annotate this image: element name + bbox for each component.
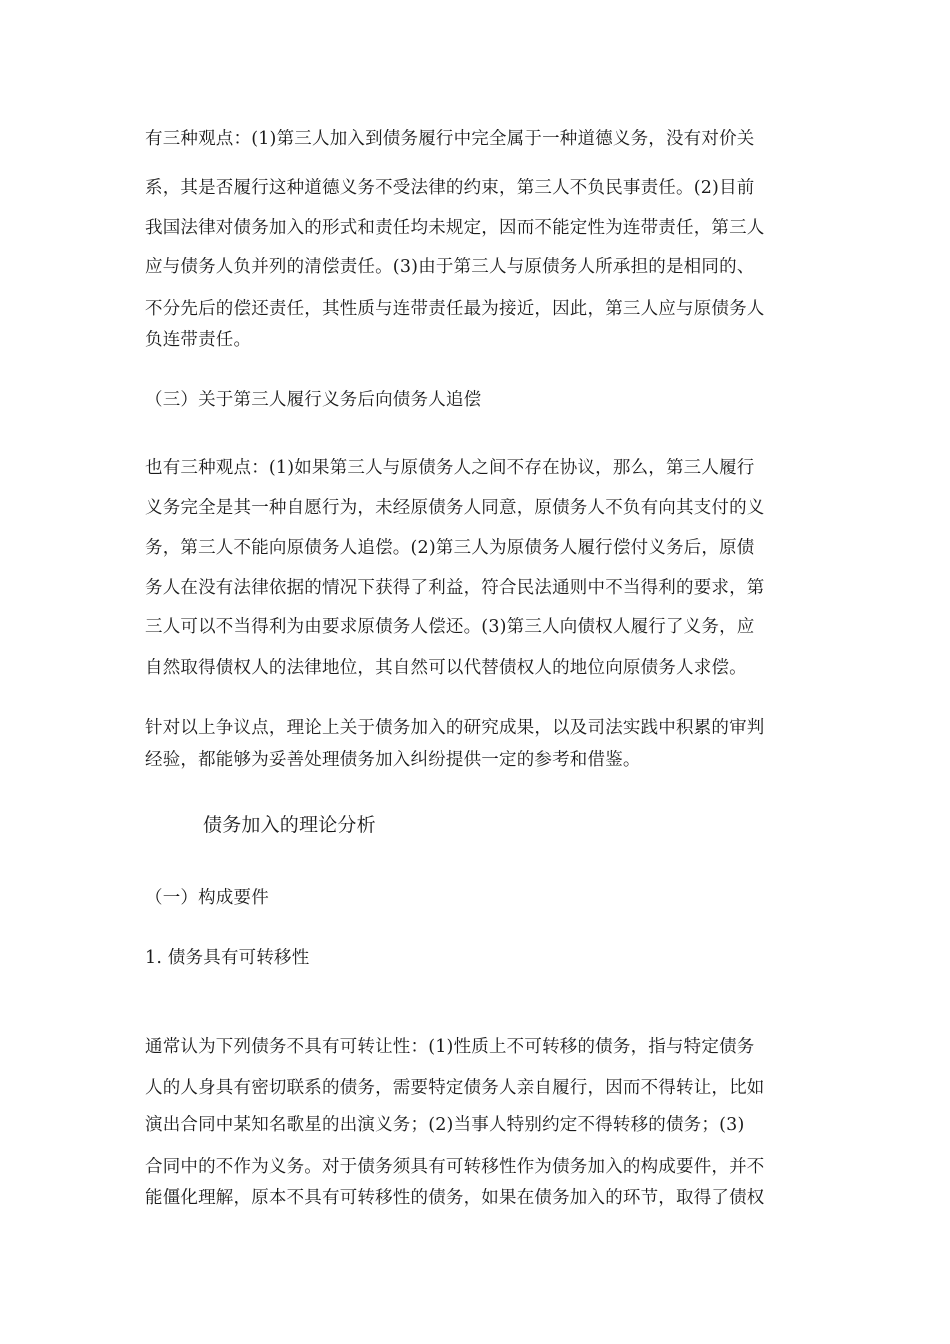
- paragraph-line: 合同中的不作为义务。对于债务须具有可转移性作为债务加入的构成要件，并不: [145, 1157, 765, 1177]
- item-heading: 1. 债务具有可转移性: [145, 948, 310, 968]
- paragraph-line: 演出合同中某知名歌星的出演义务；(2)当事人特别约定不得转移的债务；(3): [145, 1115, 745, 1135]
- paragraph-line: 有三种观点：(1)第三人加入到债务履行中完全属于一种道德义务，没有对价关: [145, 129, 755, 149]
- paragraph-line: 人的人身具有密切联系的债务，需要特定债务人亲自履行，因而不得转让，比如: [145, 1078, 765, 1098]
- paragraph-line: 务人在没有法律依据的情况下获得了利益，符合民法通则中不当得利的要求，第: [145, 578, 765, 598]
- paragraph-line: 自然取得债权人的法律地位，其自然可以代替债权人的地位向原债务人求偿。: [145, 658, 747, 678]
- paragraph-line: 务，第三人不能向原债务人追偿。(2)第三人为原债务人履行偿付义务后，原债: [145, 538, 755, 558]
- paragraph-line: 经验，都能够为妥善处理债务加入纠纷提供一定的参考和借鉴。: [145, 750, 641, 770]
- paragraph-line: 针对以上争议点，理论上关于债务加入的研究成果，以及司法实践中积累的审判: [145, 718, 765, 738]
- paragraph-line: 系，其是否履行这种道德义务不受法律的约束，第三人不负民事责任。(2)目前: [145, 178, 755, 198]
- subsection-heading: （三）关于第三人履行义务后向债务人追偿: [145, 390, 482, 410]
- paragraph-line: 我国法律对债务加入的形式和责任均未规定，因而不能定性为连带责任，第三人: [145, 218, 765, 238]
- paragraph-line: 应与债务人负并列的清偿责任。(3)由于第三人与原债务人所承担的是相同的、: [145, 257, 755, 277]
- subsection-heading: （一）构成要件: [145, 888, 269, 908]
- paragraph-line: 通常认为下列债务不具有可转让性：(1)性质上不可转移的债务，指与特定债务: [145, 1037, 755, 1057]
- paragraph-line: 义务完全是其一种自愿行为，未经原债务人同意，原债务人不负有向其支付的义: [145, 498, 765, 518]
- paragraph-line: 能僵化理解，原本不具有可转移性的债务，如果在债务加入的环节，取得了债权: [145, 1188, 765, 1208]
- paragraph-line: 三人可以不当得利为由要求原债务人偿还。(3)第三人向债权人履行了义务，应: [145, 617, 755, 637]
- paragraph-line: 不分先后的偿还责任，其性质与连带责任最为接近，因此，第三人应与原债务人: [145, 299, 765, 319]
- section-title: 债务加入的理论分析: [203, 814, 376, 836]
- paragraph-line: 也有三种观点：(1)如果第三人与原债务人之间不存在协议，那么，第三人履行: [145, 458, 755, 478]
- paragraph-line: 负连带责任。: [145, 330, 252, 350]
